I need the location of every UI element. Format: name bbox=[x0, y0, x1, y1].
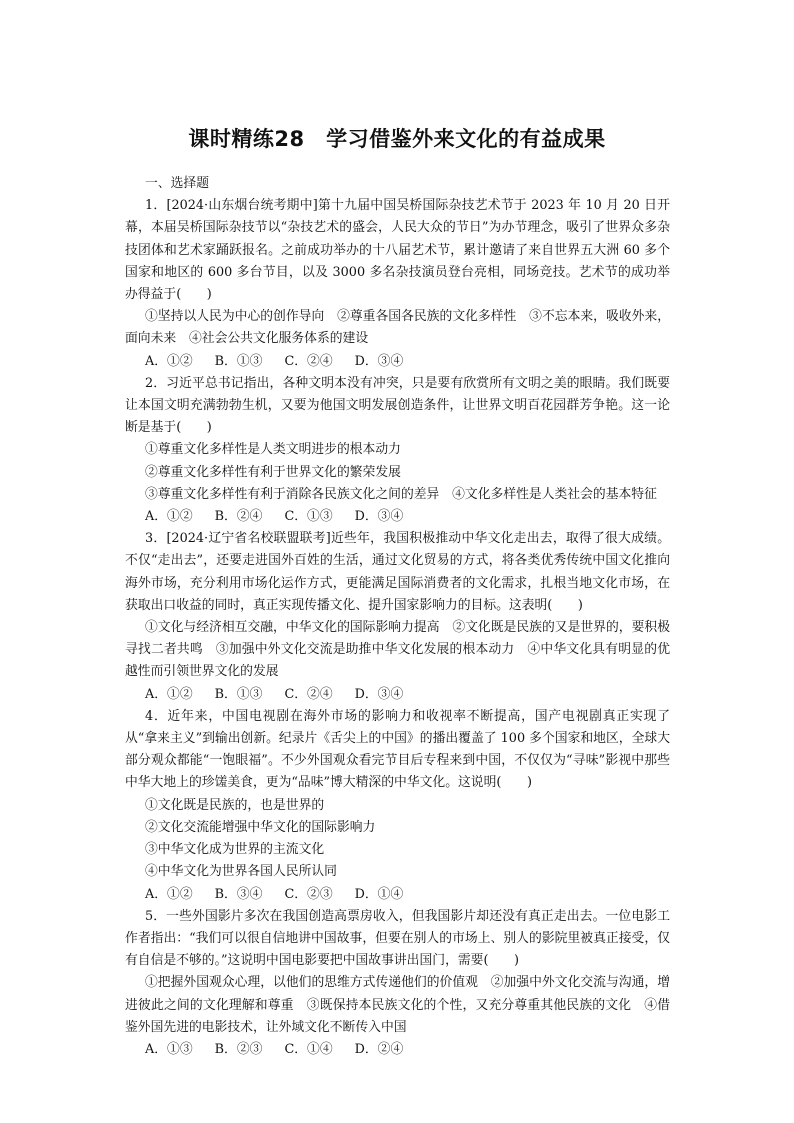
question-1-choices bbox=[125, 351, 670, 373]
choice-b: B．①③ bbox=[214, 686, 263, 702]
question-5-stem: 5．一些外国影片多次在我国创造高票房收入，但我国影片却还没有真正走出去。一位电影工作者指出：“我们可以很自信地讲中国故事，但要在别人的市场上、别人的影院里被真正接受，仅有自信是不够的。”这说明中国电影要把中国故事讲出国门，需要( ) bbox=[125, 908, 670, 969]
choice-d: D．②④ bbox=[354, 1041, 404, 1057]
question-4-option-2: ②文化交流能增强中华文化的国际影响力 bbox=[145, 819, 376, 835]
question-2-stem: 2．习近平总书记指出，各种文明本没有冲突，只是要有欣赏所有文明之美的眼睛。我们既要让本国文明充满勃勃生机，又要为他国文明发展创造条件，让世界文明百花园群芳争艳。这一论断是基于( ) bbox=[125, 375, 670, 436]
choice-b: B．②④ bbox=[214, 509, 263, 525]
choice-d: D．①④ bbox=[354, 886, 404, 902]
choice-c: C．①③ bbox=[284, 509, 333, 525]
choice-c: C．②③ bbox=[284, 886, 333, 902]
question-2-option-1: ①尊重文化多样性是人类文明进步的根本动力 bbox=[145, 442, 401, 458]
worksheet-body bbox=[125, 173, 670, 1061]
choice-a: A．①② bbox=[145, 509, 193, 525]
question-4-option-3: ③中华文化成为世界的主流文化 bbox=[145, 842, 325, 858]
question-1-options: ①坚持以人民为中心的创作导向 ②尊重各国各民族的文化多样性 ③不忘本来，吸收外来，面向未来 ④社会公共文化服务体系的建设 bbox=[125, 309, 670, 347]
choice-d: D．③④ bbox=[354, 353, 404, 369]
choice-a: A．①③ bbox=[145, 1041, 193, 1057]
question-2-option-2: ②尊重文化多样性有利于世界文化的繁荣发展 bbox=[145, 464, 401, 480]
choice-b: B．③④ bbox=[214, 886, 263, 902]
question-4-option-1: ①文化既是民族的，也是世界的 bbox=[145, 797, 325, 813]
question-5-options: ①把握外国观众心理，以他们的思维方式传递他们的价值观 ②加强中外文化交流与沟通，增进彼此之间的文化理解和尊重 ③既保持本民族文化的个性，又充分尊重其他民族的文化 ④借鉴外国先进的电影技术，让外域文化不断传入中国 bbox=[125, 975, 670, 1035]
choice-a: A．①② bbox=[145, 886, 193, 902]
choice-d: D．③④ bbox=[354, 509, 404, 525]
choice-c: C．②④ bbox=[284, 353, 333, 369]
choice-c: C．①④ bbox=[284, 1041, 333, 1057]
choice-b: B．②③ bbox=[214, 1041, 263, 1057]
question-3-options: ①文化与经济相互交融，中华文化的国际影响力提高 ②文化既是民族的又是世界的，要积极寻找二者共鸣 ③加强中外文化交流是助推中华文化发展的根本动力 ④中华文化具有明显的优越性而引领世界文化的发展 bbox=[125, 620, 670, 680]
page-title: 课时精练28 学习借鉴外来文化的有益成果 bbox=[188, 127, 606, 151]
question-1-stem: 1．[2024·山东烟台统考期中]第十九届中国吴桥国际杂技艺术节于 2023 年 10 月 20 日开幕，本届吴桥国际杂技节以“杂技艺术的盛会，人民大众的节日”为办节理念，吸引了世界众多杂技团体和艺术家踊跃报名。之前成功举办的十八届艺术节，累计邀请了来自世界五大洲 60 多个国家和地区的 600 多台节目，以及 3000 多名杂技演员登台亮相，同场竞技。艺术节的成功举办得益于( ) bbox=[125, 198, 670, 303]
question-2-option-3: ③尊重文化多样性有利于消除各民族文化之间的差异 ④文化多样性是人类社会的基本特征 bbox=[145, 486, 657, 502]
question-3-stem: 3．[2024·辽宁省名校联盟联考]近些年，我国积极推动中华文化走出去，取得了很大成绩。不仅“走出去”，还要走进国外百姓的生活，通过文化贸易的方式，将各类优秀传统中国文化推向海外市场，充分利用市场化运作方式，更能满足国际消费者的文化需求，扎根当地文化市场，在获取出口收益的同时，真正实现传播文化、提升国家影响力的目标。这表明( ) bbox=[125, 531, 670, 613]
section-heading: 一、选择题 bbox=[145, 176, 209, 191]
choice-d: D．③④ bbox=[354, 686, 404, 702]
question-4-stem: 4．近年来，中国电视剧在海外市场的影响力和收视率不断提高，国产电视剧真正实现了从“拿来主义”到输出创新。纪录片《舌尖上的中国》的播出覆盖了 100 多个国家和地区，全球大部分观众都能“一饱眼福”。不少外国观众看完节目后专程来到中国，不仅仅为“寻味”影视中那些中华大地上的珍馐美食，更为“品味”博大精深的中华文化。这说明( ) bbox=[125, 708, 670, 791]
question-5-choices bbox=[125, 1039, 670, 1061]
question-4-choices bbox=[125, 884, 670, 906]
choice-c: C．②④ bbox=[284, 686, 333, 702]
question-2-choices bbox=[125, 506, 670, 528]
question-3-choices bbox=[125, 684, 670, 706]
choice-a: A．①② bbox=[145, 686, 193, 702]
question-4-option-4: ④中华文化为世界各国人民所认同 bbox=[145, 864, 337, 880]
choice-b: B．①③ bbox=[214, 353, 263, 369]
choice-a: A．①② bbox=[145, 353, 193, 369]
